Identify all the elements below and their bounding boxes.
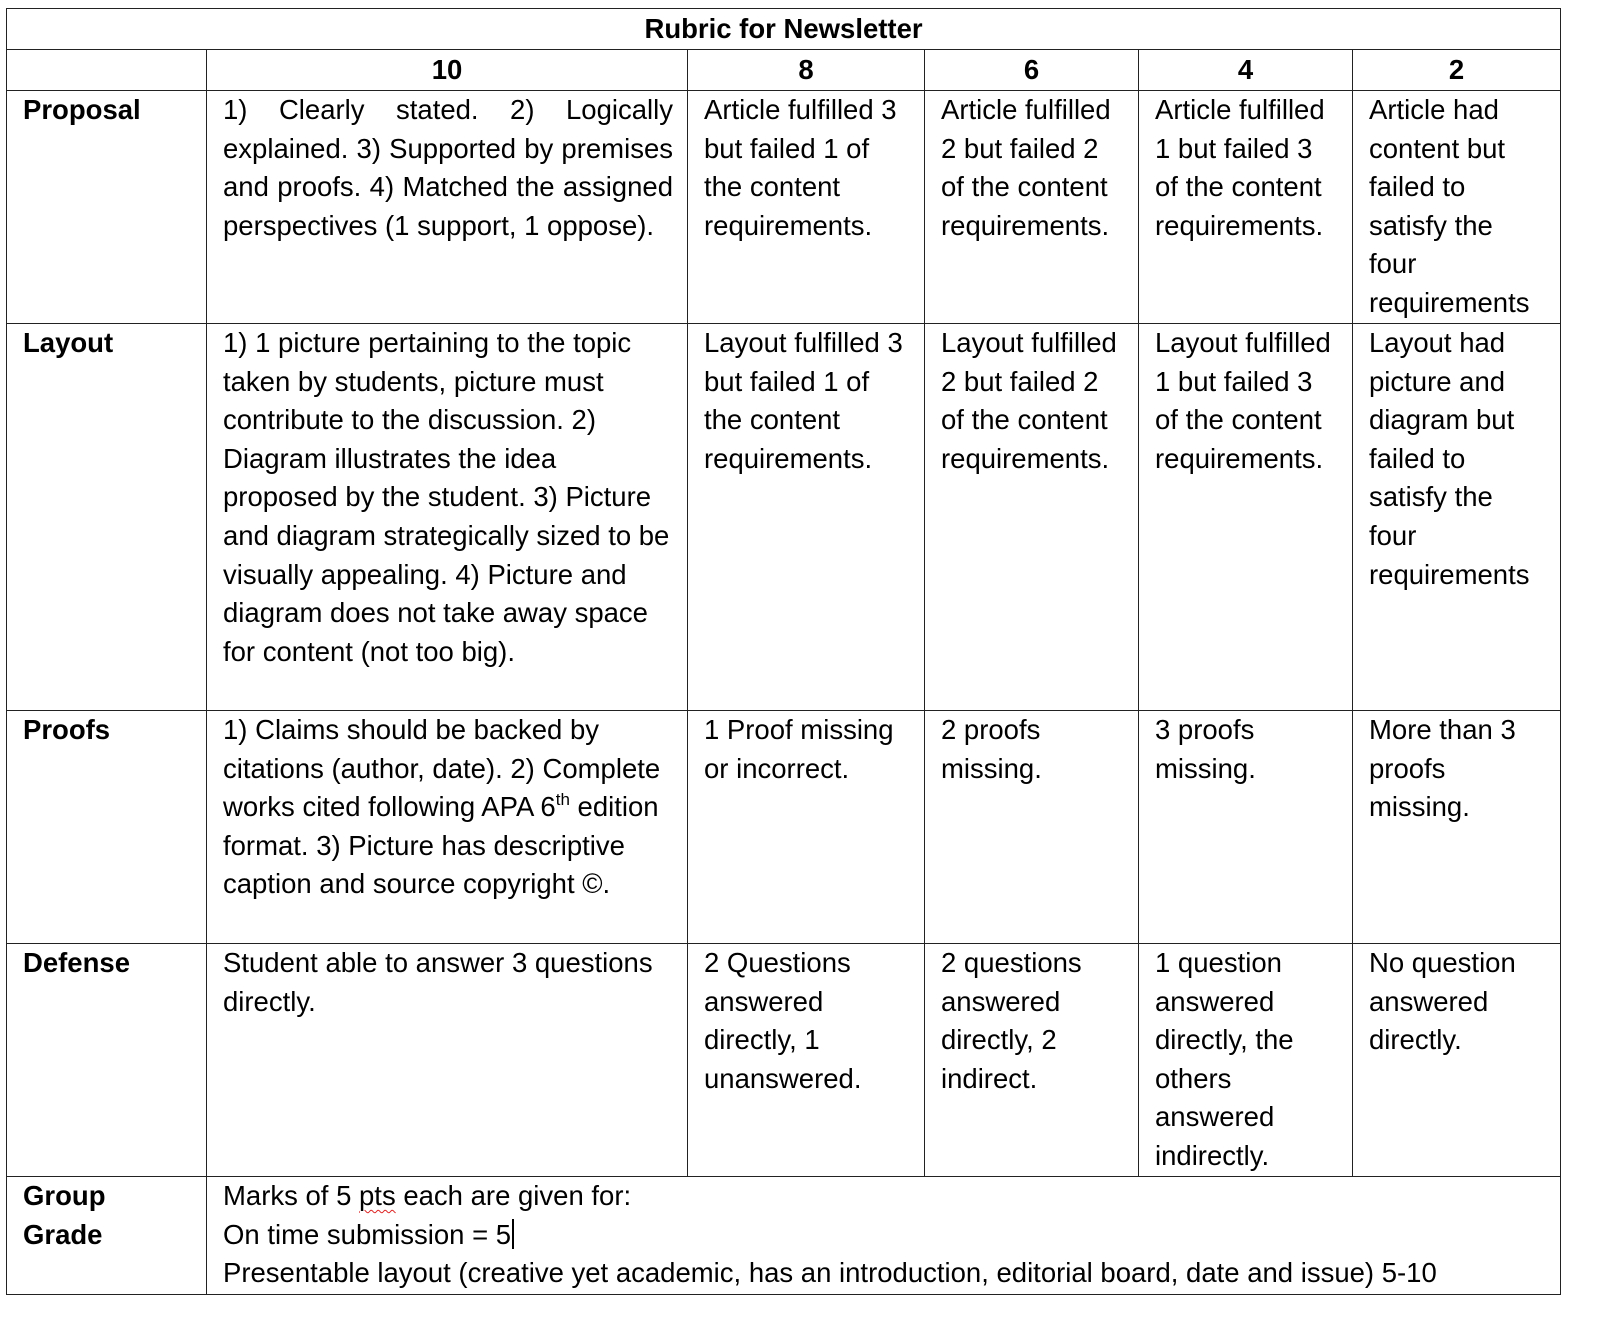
criterion-proposal: Proposal: [7, 91, 207, 324]
proofs-score-2: More than 3 proofs missing.: [1353, 711, 1561, 944]
group-label-line1: Group: [23, 1180, 106, 1211]
table-title: Rubric for Newsletter: [7, 9, 1561, 50]
proofs-score-10-text-a: 1) Claims should be backed by citations (author, date). 2) Complete works cited following APA 6: [223, 714, 661, 823]
score-header-6: 6: [925, 50, 1139, 91]
proposal-score-8: Article fulfilled 3 but failed 1 of the content requirements.: [688, 91, 925, 324]
text-cursor: [512, 1219, 514, 1249]
spellcheck-flagged-word[interactable]: pts: [359, 1180, 396, 1211]
defense-score-8: 2 Questions answered directly, 1 unanswered.: [688, 944, 925, 1177]
proofs-score-10-text-b: edition format. 3) Picture has descriptive caption and source copyright ©.: [223, 791, 659, 900]
rubric-table: [6, 8, 1561, 1295]
score-header-4: 4: [1139, 50, 1353, 91]
group-grade-line1: [223, 1177, 1546, 1216]
table-row-group-grade: [7, 1177, 1561, 1295]
proofs-score-8: 1 Proof missing or incorrect.: [688, 711, 925, 944]
group-grade-line3: Presentable layout (creative yet academic, has an introduction, editorial board, date and issue) 5-10: [223, 1257, 1437, 1289]
layout-score-2: Layout had picture and diagram but failed to satisfy the four requirements: [1353, 324, 1561, 711]
defense-score-2: No question answered directly.: [1353, 944, 1561, 1177]
proofs-superscript-th: th: [555, 790, 570, 810]
layout-score-6: Layout fulfilled 2 but failed 2 of the content requirements.: [925, 324, 1139, 711]
layout-score-4: Layout fulfilled 1 but failed 3 of the content requirements.: [1139, 324, 1353, 711]
criterion-group-grade: [7, 1177, 207, 1295]
layout-score-10: 1) 1 picture pertaining to the topic taken by students, picture must contribute to the discussion. 2) Diagram illustrates the idea proposed by the student. 3) Picture and diagram strategically sized to be visually appealing. 4) Picture and diagram does not take away space for content (not too big).: [207, 324, 688, 711]
proposal-score-10-text: 1) Clearly stated. 2) Logically explained. 3) Supported by premises and proofs. 4) Matched the assigned perspectives (1 support, 1 oppose).: [223, 94, 673, 241]
corner-cell: [7, 50, 207, 91]
defense-score-4: 1 question answered directly, the others answered indirectly.: [1139, 944, 1353, 1177]
score-header-2: 2: [1353, 50, 1561, 91]
criterion-defense: Defense: [7, 944, 207, 1177]
group-line1-start: Marks of 5: [223, 1180, 360, 1211]
table-row-proofs: [7, 711, 1561, 944]
table-row-defense: [7, 944, 1561, 1177]
rubric-document: [6, 8, 1560, 1295]
table-row-proposal: [7, 91, 1561, 324]
proofs-score-10: [207, 711, 688, 944]
score-header-10: 10: [207, 50, 688, 91]
layout-score-8: Layout fulfilled 3 but failed 1 of the content requirements.: [688, 324, 925, 711]
group-grade-details[interactable]: [207, 1177, 1561, 1295]
score-header-row: [7, 50, 1561, 91]
proposal-score-6: Article fulfilled 2 but failed 2 of the content requirements.: [925, 91, 1139, 324]
proposal-score-10: [207, 91, 688, 324]
score-header-8: 8: [688, 50, 925, 91]
proofs-score-4: 3 proofs missing.: [1139, 711, 1353, 944]
criterion-layout: Layout: [7, 324, 207, 711]
defense-score-10: Student able to answer 3 questions directly.: [207, 944, 688, 1177]
group-label-line2: Grade: [23, 1218, 103, 1250]
group-grade-line2: [223, 1216, 1546, 1255]
title-row: [7, 9, 1561, 50]
defense-score-6: 2 questions answered directly, 2 indirect.: [925, 944, 1139, 1177]
proofs-score-6: 2 proofs missing.: [925, 711, 1139, 944]
proposal-score-4: Article fulfilled 1 but failed 3 of the content requirements.: [1139, 91, 1353, 324]
criterion-proofs: Proofs: [7, 711, 207, 944]
group-line1-end: each are given for:: [395, 1180, 632, 1211]
on-time-submission-text: On time submission = 5: [223, 1218, 512, 1250]
proposal-score-2: Article had content but failed to satisfy the four requirements: [1353, 91, 1561, 324]
table-row-layout: [7, 324, 1561, 711]
